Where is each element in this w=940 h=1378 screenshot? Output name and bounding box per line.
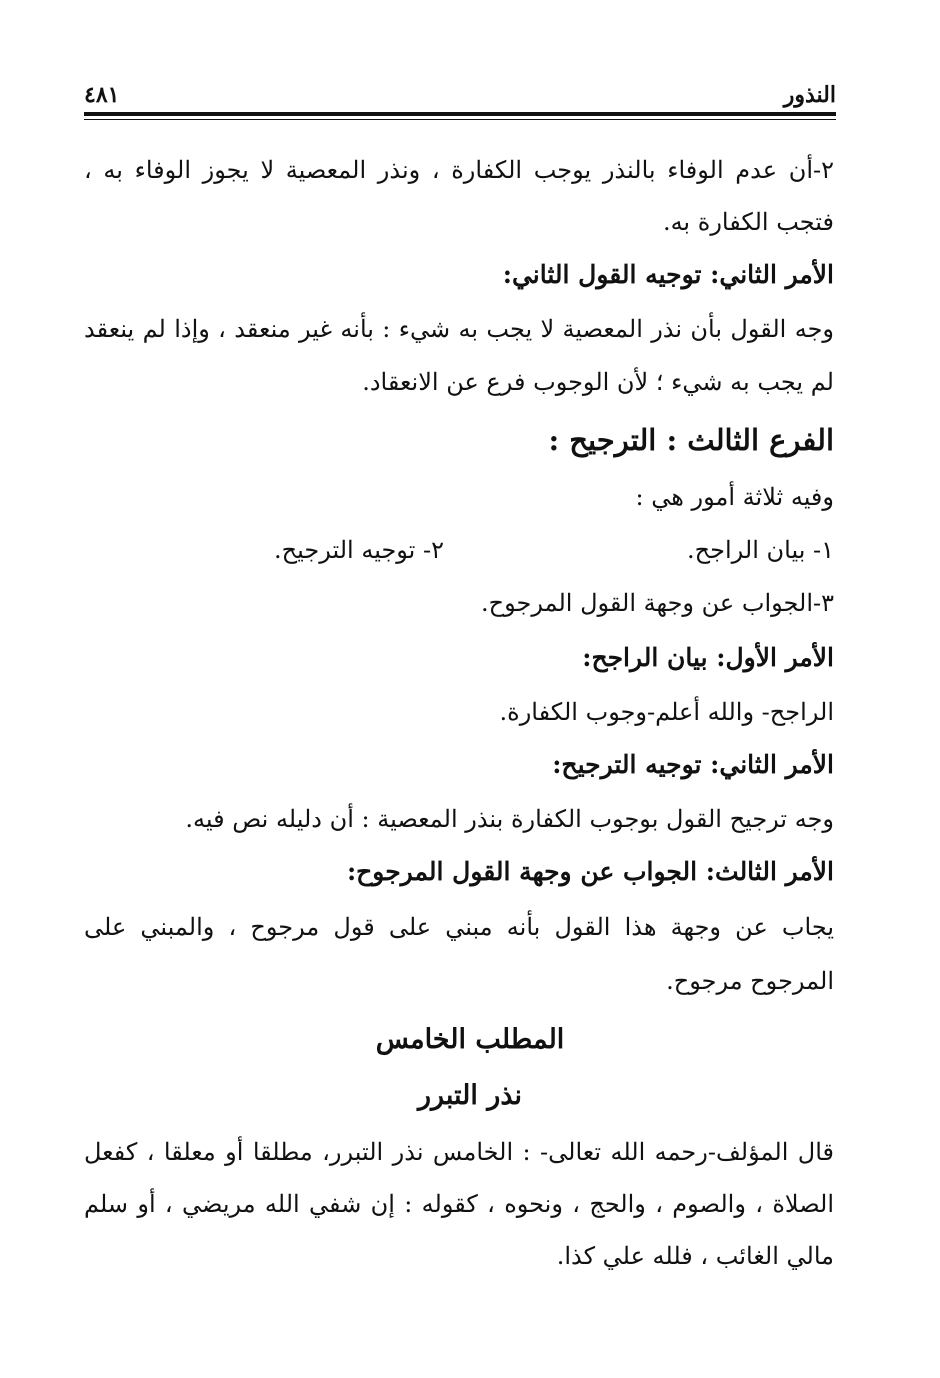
subheading: الأمر الثاني: توجيه الترجيح: [552, 750, 834, 779]
subheading: الأمر الثاني: توجيه القول الثاني: [502, 260, 834, 289]
subheading: الأمر الأول: بيان الراجح: [582, 643, 834, 672]
section-heading: المطلب الخامس [375, 1024, 565, 1055]
header-rule [84, 112, 836, 116]
paragraph-line: ٢-أن عدم الوفاء بالنذر يوجب الكفارة ، ونذر المعصية لا يجوز الوفاء به ، [84, 156, 834, 184]
list-item: ٣-الجواب عن وجهة القول المرجوح. [480, 589, 834, 617]
paragraph-line: يجاب عن وجهة هذا القول بأنه مبني على قول مرجوح ، والمبني على [84, 913, 834, 941]
paragraph-line: وفيه ثلاثة أمور هي : [635, 483, 834, 511]
paragraph-line: وجه ترجيح القول بوجوب الكفارة بنذر المعصية : أن دليله نص فيه. [185, 805, 834, 833]
list-item: ١- بيان الراجح. [687, 536, 834, 564]
header-rule-thin [84, 119, 836, 120]
paragraph-line: لم يجب به شيء ؛ لأن الوجوب فرع عن الانعقاد. [362, 368, 834, 396]
paragraph-line: وجه القول بأن نذر المعصية لا يجب به شيء : بأنه غير منعقد ، وإذا لم ينعقد [84, 315, 834, 343]
paragraph-line: مالي الغائب ، فلله علي كذا. [556, 1242, 834, 1270]
page-number: ٤٨١ [84, 82, 120, 108]
running-header [84, 76, 836, 116]
paragraph-line: فتجب الكفارة به. [662, 208, 834, 236]
paragraph-line: المرجوح مرجوح. [666, 967, 834, 995]
subheading: الأمر الثالث: الجواب عن وجهة القول المرجوح: [346, 857, 834, 886]
branch-heading: الفرع الثالث : الترجيح : [548, 423, 834, 457]
paragraph-line: الراجح- والله أعلم-وجوب الكفارة. [499, 698, 834, 726]
list-item: ٢- توجيه الترجيح. [274, 536, 444, 564]
chapter-title: النذور [783, 82, 836, 108]
section-title: نذر التبرر [417, 1080, 523, 1111]
paragraph-line: قال المؤلف-رحمه الله تعالى- : الخامس نذر التبرر، مطلقا أو معلقا ، كفعل [84, 1138, 834, 1166]
list-row [84, 530, 834, 570]
paragraph-line: الصلاة ، والصوم ، والحج ، ونحوه ، كقوله : إن شفي الله مريضي ، أو سلم [84, 1190, 834, 1218]
